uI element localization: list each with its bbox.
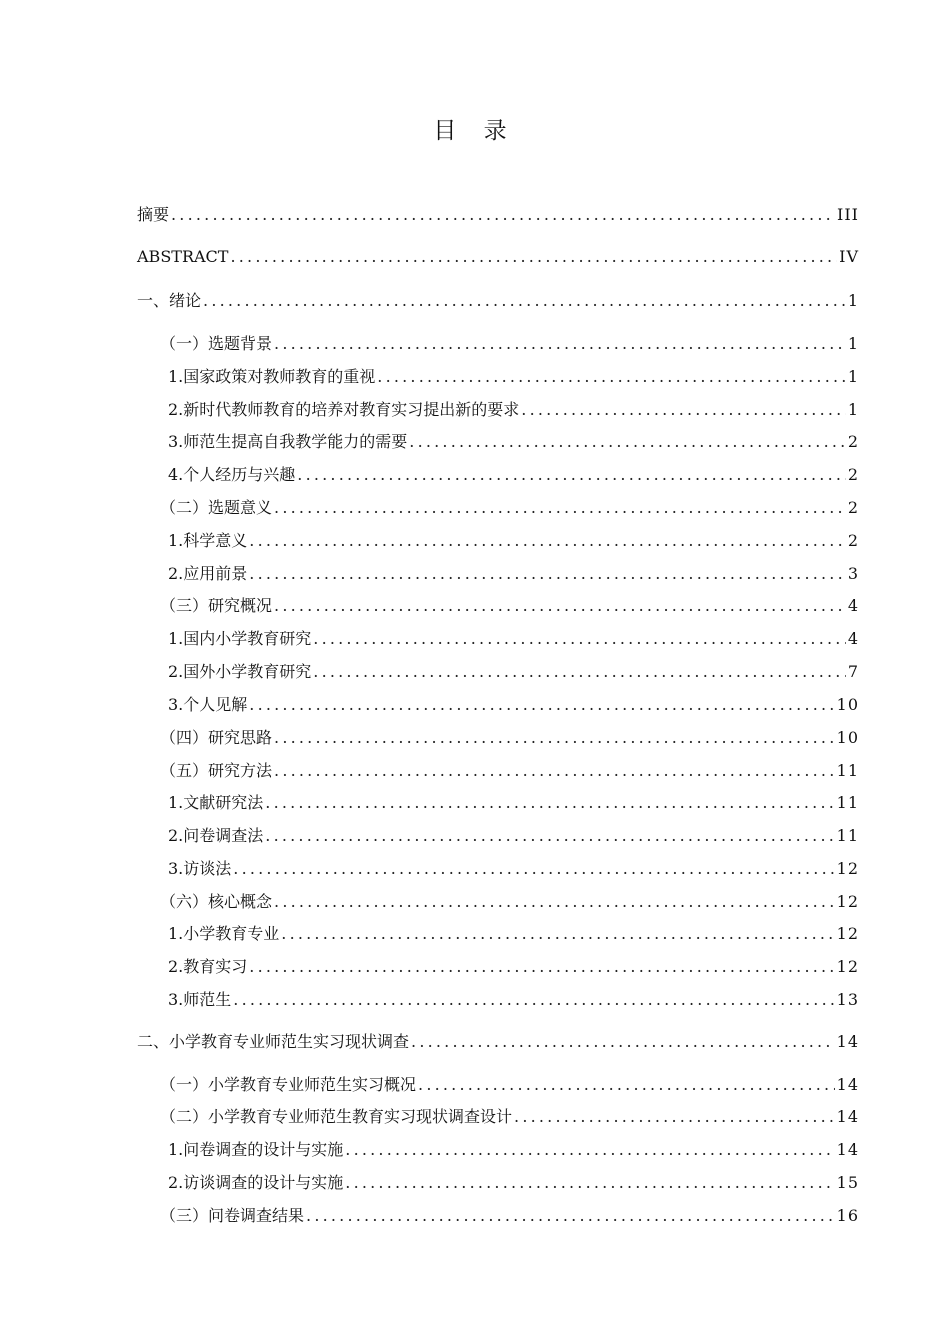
toc-entry-page-number: 15	[836, 1173, 859, 1192]
toc-entry-page-number: 14	[836, 1075, 859, 1094]
dot-leader	[297, 465, 846, 485]
toc-entry-page-number: 2	[847, 432, 859, 451]
toc-entry[interactable]	[137, 330, 859, 354]
toc-entry-label: 小学教育专业师范生教育实习现状调查设计	[208, 1107, 513, 1126]
toc-entry[interactable]	[137, 1071, 859, 1095]
toc-entry[interactable]	[137, 527, 859, 551]
dot-leader	[281, 924, 834, 944]
toc-entry[interactable]	[137, 691, 859, 715]
toc-entry-number: 1.	[168, 924, 184, 943]
dot-leader	[274, 334, 846, 354]
toc-entry-page-number: 12	[836, 957, 859, 976]
toc-entry-label: 师范生	[183, 990, 232, 1009]
toc-entry-page-number: 2	[847, 498, 859, 517]
toc-entry-label: 绪论	[169, 291, 202, 310]
toc-entry[interactable]	[137, 1169, 859, 1193]
toc-entry-label: 小学教育专业师范生实习现状调查	[169, 1032, 410, 1051]
toc-entry-number: 3.	[168, 859, 184, 878]
toc-entry-page-number: IV	[839, 247, 859, 266]
toc-entry[interactable]	[137, 625, 859, 649]
toc-entry[interactable]	[137, 789, 859, 813]
toc-entry[interactable]	[137, 920, 859, 944]
toc-entry-number: 1.	[168, 531, 184, 550]
toc-entry-number: 2.	[168, 826, 184, 845]
toc-entry[interactable]	[137, 888, 859, 912]
toc-entry-number: 1.	[168, 793, 184, 812]
toc-entry-label: 国内小学教育研究	[183, 629, 312, 648]
toc-entry-label: 教育实习	[183, 957, 248, 976]
dot-leader	[306, 1206, 835, 1226]
dot-leader	[313, 662, 846, 682]
dot-leader	[233, 990, 834, 1010]
dot-leader	[233, 859, 834, 879]
toc-entry[interactable]	[137, 1103, 859, 1127]
toc-entry-number: （一）	[160, 1075, 209, 1094]
toc-entry[interactable]	[137, 396, 859, 420]
toc-entry-label: 小学教育专业	[183, 924, 280, 943]
dot-leader	[274, 728, 835, 748]
toc-entry[interactable]	[137, 1136, 859, 1160]
toc-entry[interactable]	[137, 201, 859, 225]
dot-leader	[203, 291, 846, 311]
toc-entry[interactable]	[137, 1028, 859, 1052]
toc-entry[interactable]	[137, 953, 859, 977]
toc-entry-number: 3.	[168, 990, 184, 1009]
toc-entry[interactable]	[137, 461, 859, 485]
dot-leader	[274, 498, 846, 518]
toc-entry-number: （三）	[160, 1206, 209, 1225]
toc-entry-page-number: 2	[847, 531, 859, 550]
toc-entry-label: 个人经历与兴趣	[183, 465, 296, 484]
toc-entry-page-number: 7	[847, 662, 859, 681]
toc-entry-label: 师范生提高自我教学能力的需要	[183, 432, 408, 451]
dot-leader	[249, 695, 834, 715]
toc-entry-page-number: 1	[847, 400, 859, 419]
toc-entry[interactable]	[137, 724, 859, 748]
toc-entry-page-number: 10	[836, 728, 859, 747]
toc-entry-page-number: 1	[847, 367, 859, 386]
toc-entry-number: 2.	[168, 1173, 184, 1192]
dot-leader	[249, 564, 846, 584]
toc-entry[interactable]	[137, 658, 859, 682]
toc-entry[interactable]	[137, 757, 859, 781]
toc-entry-label: 科学意义	[183, 531, 248, 550]
toc-entry[interactable]	[137, 822, 859, 846]
toc-entry-label: 访谈法	[183, 859, 232, 878]
dot-leader	[409, 432, 846, 452]
toc-entry-page-number: 14	[836, 1140, 859, 1159]
toc-entry-number: 3.	[168, 695, 184, 714]
toc-entry-page-number: III	[837, 205, 859, 224]
toc-entry-page-number: 2	[847, 465, 859, 484]
toc-entry-label: 访谈调查的设计与实施	[183, 1173, 344, 1192]
toc-entry-number: （六）	[160, 892, 209, 911]
dot-leader	[265, 793, 834, 813]
toc-entry-number: （四）	[160, 728, 209, 747]
dot-leader	[411, 1032, 835, 1052]
toc-entry-label: 问卷调查结果	[208, 1206, 305, 1225]
toc-entry-number: 1.	[168, 629, 184, 648]
toc-entry-page-number: 13	[836, 990, 859, 1009]
toc-entry-page-number: 12	[836, 892, 859, 911]
toc-entry-label: 国家政策对教师教育的重视	[183, 367, 376, 386]
toc-entry-page-number: 16	[836, 1206, 859, 1225]
toc-entry-label: 文献研究法	[183, 793, 264, 812]
toc-entry-page-number: 14	[836, 1032, 859, 1051]
toc-title: 目 录	[433, 118, 517, 144]
toc-entry-label: 国外小学教育研究	[183, 662, 312, 681]
dot-leader	[274, 892, 835, 912]
toc-entry-label: 新时代教师教育的培养对教育实习提出新的要求	[183, 400, 520, 419]
dot-leader	[230, 247, 837, 267]
toc-entry-page-number: 4	[847, 629, 859, 648]
dot-leader	[521, 400, 846, 420]
dot-leader	[171, 205, 835, 225]
toc-entry-number: 2.	[168, 400, 184, 419]
toc-entry-page-number: 11	[836, 793, 859, 812]
toc-entry-label: ABSTRACT	[137, 247, 229, 266]
toc-entry-page-number: 10	[836, 695, 859, 714]
dot-leader	[345, 1173, 834, 1193]
toc-entry-label: 个人见解	[183, 695, 248, 714]
toc-entry[interactable]	[137, 287, 859, 311]
toc-entry-number: 2.	[168, 957, 184, 976]
toc-entry-label: 小学教育专业师范生实习概况	[208, 1075, 417, 1094]
toc-entry-number: 1.	[168, 1140, 184, 1159]
toc-entry-page-number: 14	[836, 1107, 859, 1126]
dot-leader	[313, 629, 846, 649]
toc-entry-page-number: 12	[836, 924, 859, 943]
toc-entry[interactable]	[137, 363, 859, 387]
toc-entry-number: （五）	[160, 761, 209, 780]
toc-entry[interactable]	[137, 560, 859, 584]
toc-entry-number: 1.	[168, 367, 184, 386]
toc-entry[interactable]	[137, 428, 859, 452]
toc-entry-label: 摘要	[137, 205, 170, 224]
toc-entry-number: （三）	[160, 596, 209, 615]
toc-entry-number: 3.	[168, 432, 184, 451]
toc-entry-label: 研究方法	[208, 761, 273, 780]
toc-entry-page-number: 12	[836, 859, 859, 878]
dot-leader	[274, 596, 846, 616]
toc-entry[interactable]	[137, 1202, 859, 1226]
toc-entry-label: 应用前景	[183, 564, 248, 583]
dot-leader	[377, 367, 846, 387]
dot-leader	[345, 1140, 834, 1160]
dot-leader	[274, 761, 835, 781]
toc-entry-page-number: 1	[847, 334, 859, 353]
dot-leader	[249, 531, 846, 551]
dot-leader	[265, 826, 834, 846]
toc-entry[interactable]	[137, 986, 859, 1010]
toc-entry-label: 问卷调查的设计与实施	[183, 1140, 344, 1159]
toc-entry-number: 4.	[168, 465, 184, 484]
toc-entry[interactable]	[137, 855, 859, 879]
toc-entry-page-number: 11	[836, 761, 859, 780]
toc-entry-page-number: 1	[847, 291, 859, 310]
toc-entry-page-number: 3	[847, 564, 859, 583]
toc-entry-number: （一）	[160, 334, 209, 353]
toc-entry-label: 研究思路	[208, 728, 273, 747]
toc-entry-page-number: 11	[836, 826, 859, 845]
toc-entry-label: 核心概念	[208, 892, 273, 911]
toc-entry-number: 2.	[168, 662, 184, 681]
toc-entry-page-number: 4	[847, 596, 859, 615]
toc-entry-number: 2.	[168, 564, 184, 583]
dot-leader	[514, 1107, 835, 1127]
toc-entry-label: 选题意义	[208, 498, 273, 517]
toc-entry[interactable]	[137, 243, 859, 267]
toc-entry[interactable]	[137, 592, 859, 616]
toc-entry[interactable]	[137, 494, 859, 518]
toc-entry-number: （二）	[160, 498, 209, 517]
toc-entry-number: （二）	[160, 1107, 209, 1126]
toc-entry-number: 二、	[137, 1032, 170, 1051]
toc-entry-label: 选题背景	[208, 334, 273, 353]
dot-leader	[249, 957, 834, 977]
toc-entry-number: 一、	[137, 291, 170, 310]
toc-entry-label: 问卷调查法	[183, 826, 264, 845]
toc-entry-label: 研究概况	[208, 596, 273, 615]
dot-leader	[418, 1075, 835, 1095]
